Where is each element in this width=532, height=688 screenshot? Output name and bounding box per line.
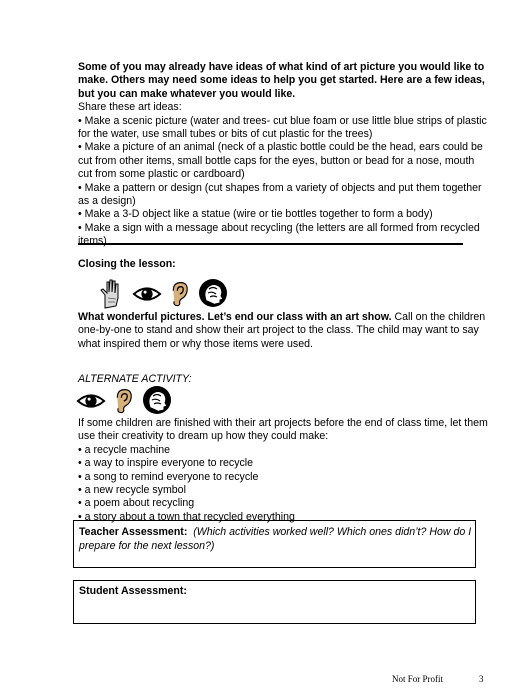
intro-bold-line: but you can make whatever you would like.	[78, 87, 296, 100]
teacher-assessment-text	[79, 525, 471, 553]
list-item: • a recycle machine	[78, 443, 171, 456]
ear-icon	[166, 278, 192, 310]
intro-section	[78, 61, 487, 249]
closing-line-rest: Call on the children	[391, 311, 486, 323]
ideas-heading: Share these art ideas:	[78, 101, 182, 114]
teacher-assessment-box[interactable]	[73, 520, 476, 568]
closing-paragraph	[78, 311, 486, 351]
list-item: • a new recycle symbol	[78, 484, 186, 497]
alternate-intro-line: If some children are finished with their art projects before the end of class time, let them	[78, 417, 488, 429]
closing-line: what inspired them or why those items were used.	[78, 337, 313, 350]
list-item: • a way to inspire everyone to recycle	[78, 457, 254, 470]
alternate-intro-line: use their creativity to dream up how they could make:	[78, 430, 329, 443]
idea-line: • Make a 3-D object like a statue (wire or tie bottles together to form a body)	[78, 208, 433, 221]
idea-line: items)	[78, 235, 107, 248]
alternate-title: ALTERNATE ACTIVITY:	[78, 373, 192, 385]
ear-icon	[110, 385, 136, 417]
head-thinking-icon	[140, 385, 174, 417]
student-assessment-label: Student Assessment:	[79, 585, 187, 597]
idea-line: cut from some plastic or cardboard)	[78, 168, 245, 181]
teacher-assessment-note: (Which activities worked well? Which ones didn’t? How do I	[193, 526, 472, 538]
idea-line: • Make a pattern or design (cut shapes from a variety of objects and put them together	[78, 181, 482, 194]
head-thinking-icon	[196, 278, 230, 310]
footer-text: Not For Profit	[392, 674, 444, 684]
idea-line: • Make a picture of an animal (neck of a plastic bottle could be the head, ears could be	[78, 141, 483, 154]
idea-line: • Make a sign with a message about recycling (the letters are all formed from recycled	[78, 221, 480, 234]
alternate-icons	[76, 384, 174, 418]
teacher-assessment-note: prepare for the next lesson?)	[79, 540, 215, 552]
idea-line: • Make a scenic picture (water and trees- cut blue foam or use little blue strips of plastic	[78, 114, 487, 127]
intro-bold-line: Some of you may already have ideas of what kind of art picture you would like to	[78, 61, 485, 73]
closing-line: one-by-one to stand and show their art project to the class. The child may want to say	[78, 324, 479, 337]
eye-icon	[76, 385, 106, 417]
student-assessment-box[interactable]	[73, 580, 476, 624]
list-item: • a story about a town that recycled everything	[78, 510, 295, 523]
intro-bold-line: make. Others may need some ideas to help you get started. Here are a few ideas,	[78, 74, 485, 87]
eye-icon	[132, 278, 162, 310]
idea-line: cut from other items, small bottle caps for the eyes, button or bead for a nose, mouth	[78, 154, 475, 167]
closing-bold-lead: What wonderful pictures. Let’s end our class with an art show.	[78, 311, 392, 323]
alternate-section	[78, 417, 488, 524]
hand-icon	[96, 278, 128, 310]
list-item: • a poem about recycling	[78, 497, 195, 510]
page-number: 3	[479, 674, 484, 684]
idea-line: for the water, use small tubes or bits of cut plastic for the trees)	[78, 128, 373, 141]
list-item: • a song to remind everyone to recycle	[78, 470, 259, 483]
teacher-assessment-label: Teacher Assessment:	[79, 526, 188, 538]
section-divider	[78, 243, 463, 245]
closing-title: Closing the lesson:	[78, 258, 176, 270]
closing-icons	[96, 277, 230, 311]
idea-line: as a design)	[78, 195, 136, 208]
